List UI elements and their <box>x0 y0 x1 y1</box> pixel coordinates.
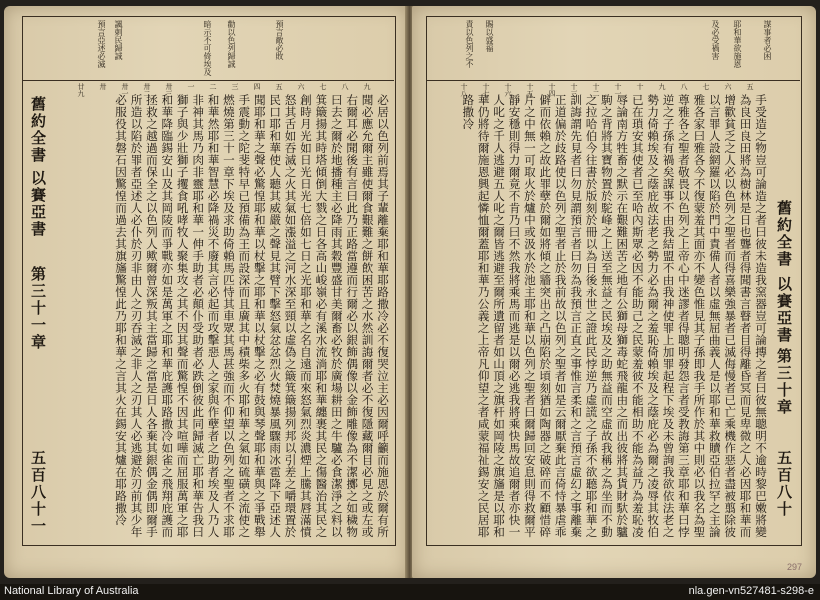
verse-number: 卅三 <box>165 83 173 97</box>
verse-number: 卅一 <box>121 83 129 97</box>
footer-bar <box>0 584 820 600</box>
verse-number: 七 <box>319 83 327 90</box>
verse-number: 十七 <box>482 83 490 97</box>
verse-number: 三 <box>231 83 239 90</box>
left-header-note-3: 暗示不可倚埃及 <box>203 20 212 76</box>
right-body-text: 手受造之物豈可論造之者曰彼未造我窯器豈可論摶之者曰彼無聰明不逾時黎巴嫩將變為良田良田將為樹林是日也聾者得聞書言瞽者目得離昏冥而見卑微之人必因耶和華而增歡貧乏之人必以色列之聖者而得喜樂強暴者已滅侮慢者已亡乘機作惡者盡被翦除彼以言罪人設網羅以陷於門中責備人者以虛無屈曲義人是以耶和華救贖亞伯拉罕之主論雅各家曰雅各今不復蒙羞其面亦不變色惟見其子孫即我手所作於其中則必以我名為聖尊雅各之聖者敬畏以色列之上帝心中迷謬者得聰明發怨言者受教誨第三章耶和華曰悖逆之子孫有禍矣謀事不由我結盟不由我神使罪上加罪起程下埃及未曾詢我欲依法老之勢力倚賴埃及之蔭庇故法老之勢力必為爾之羞恥倚賴埃及之蔭庇必為爾之凌辱其牧伯已在瑣安其使者已至哈內斯眾必因不能助己之民蒙羞彼不能相助不能為益乃為羞恥凌辱論南方牲畜之默示在艱難困苦之地有公獅母獅毒蛇飛龍由之而出彼將其貨財馱於驢駒之背將其寶物置於駝峰之上送至無益之民埃及之助無益而空虛故我稱之為坐而不動之拉哈伯今往書於版刻於冊以為日後永世之證此民悖逆乃虛謊之子孫不欲聽耶和華之訓誨謂先見者曰勿見謂預言者曰勿為我預言正直之事惟言柔和之言預言虛幻之事離棄正道偏於歧路使以色列之聖者止於我前故以色列之聖者如是云爾厭棄此言倚恃暴虐乖僻而依賴之故此罪孽於爾如將傾之牆突出之凸崩陷於頃刻猶如陶器之破碎而不顧惜碎片之中無一可取火於爐中或汲水於池主耶和華以色列之聖者曰爾歸回安息則得救爾平靜安穩則得力爾竟不肯乃曰不然我將乘馬而逃是以爾必逃我將乘快馬故追爾者亦快一人叱之千人逃避五人叱之爾皆逃避至爾所遺留者如山頂之旗杆如岡陵之旗旛是以耶和華仍將待爾施恩興起憐恤爾蓋耶和華乃公義之上帝凡仰望之者咸蒙福祉錫安之民居耶路撒冷 <box>461 94 768 538</box>
verse-number: 七 <box>702 83 710 90</box>
verse-number: 九 <box>658 83 666 90</box>
verse-number: 十三 <box>570 83 578 97</box>
right-header-rule <box>426 80 800 81</box>
archive-stamp: 297 <box>787 562 803 572</box>
verse-number: 九 <box>363 83 371 90</box>
verse-number: 六 <box>724 83 732 90</box>
left-header-note-2: 預言亞述必滅 <box>97 20 106 68</box>
verse-number: 十一 <box>614 83 622 97</box>
right-header-note-3: 及必受禍害 <box>711 20 720 60</box>
left-body-text: 必居以色列前焉其子輩離棄耶和華耶路撒冷必不復哭泣主必因爾呼籲而施恩於爾有所聞必應允爾主雖使爾食艱難之餅飲困苦之水然訓誨爾者必不復隱藏爾目必見之或左或右爾耳必聞後有言曰此乃正路當遵而行爾必以銀飾偶像以金飾雕像為不潔擲之如穢物曰去之爾於地播種主必降雨其穀豐盛甘美爾畜必牧於廣場耕田之牛驢必食潔淨之料以箕簸揚其時塔傾倒大戮之日各高山峻嶺必有溪水流淌耶和華纏裹其民之傷醫治其民之創時月光如日光日光七倍如七日之光耶和華之名自遠而來怒氣烈炎濃煙上騰其唇滿憤怒其舌如吞滅之火其氣如漲溢之河水深至頸以虛偽之簸箕簸揚列邦以引差之嚼環置於民口耶和華使人聽其威嚴之聲見其臂下擊怒氣忿忿烈火焚燒暴風驟雨冰雹降下亞述人聞耶和華之聲必驚惶耶和華以杖擊之耶和華以杖擊之必有鼓與琴聲耶和華與之爭戰舉手震動之陀斐特早已預備為王而設深而且廣其中積柴多火耶和華之氣如硫磺之流使之燃燒第三十一章下埃及求助倚賴馬匹恃其車眾其馬甚強而不仰望以色列之聖者不求耶和華然耶和華智慧必降禍災不廢其言必起而攻擊惡人之家與作孽者之助者埃及人乃人非神其馬乃肉非靈耶和華一伸手助者必顛仆受助者必跌倒彼此同歸滅亡耶和華告我曰獅子與少壯獅子攫食吼哮牧人聚集攻之其不因其聲而驚惶不因其喧嘩而屈服萬軍之耶和華降臨錫安山及其岡陵而爭戰亦如是萬軍之耶和華庇護耶路撒冷如雀之飛翔庇護而拯救之越過而保全之以色列人歟爾曾深叛其主當歸之當是日人各棄其銀偶金偶即爾手所造以陷於罪者亞述人必仆於刃非由人之刃吞滅之非人之刃其人必逃避於刃前其少年必服役其磐石因驚惶而過去其旗旛驚惶此乃耶和華之言其火在錫安其爐在耶路撒冷 <box>114 94 390 538</box>
verse-number: 卅二 <box>143 83 151 97</box>
verse-number: 一 <box>187 83 195 90</box>
verse-number: 八 <box>341 83 349 90</box>
right-page-number: 五百八十 <box>775 450 793 518</box>
left-section-title: 以賽亞書 <box>29 170 47 238</box>
right-header-note-2: 耶和華欲施恩 <box>733 20 742 68</box>
right-header-note-1: 謀事者必困 <box>763 20 772 60</box>
left-page-number: 五百八十一 <box>29 450 47 535</box>
left-header-note-5: 預言敵必敗 <box>275 20 284 60</box>
footer-record-id: nla.gen-vn527481-s298-e <box>688 585 814 597</box>
right-book-title: 舊約全書 <box>775 200 793 268</box>
left-header-rule <box>22 80 394 81</box>
left-chapter-label: 第三十一章 <box>29 266 47 351</box>
verse-number: 卅 <box>99 83 107 90</box>
verse-number: 六 <box>297 83 305 90</box>
left-book-title: 舊約全書 <box>29 96 47 164</box>
verse-number: 四 <box>253 83 261 90</box>
verse-number: 十六 <box>504 83 512 97</box>
verse-number: 十四 <box>548 83 556 97</box>
verse-number: 二 <box>209 83 217 90</box>
verse-number: 十八 <box>460 83 468 97</box>
verse-number: 五 <box>275 83 283 90</box>
verse-number: 五 <box>746 83 754 90</box>
right-section-title: 以賽亞書 <box>775 276 793 344</box>
footer-library-name: National Library of Australia <box>4 585 139 597</box>
left-header-note-1: 諷刺民歸誠 <box>114 20 123 60</box>
verse-number: 廿九 <box>77 83 85 97</box>
verse-number: 十五 <box>526 83 534 97</box>
verse-number: 十二 <box>592 83 600 97</box>
verse-number: 十 <box>636 83 644 90</box>
right-chapter-label: 第三十章 <box>775 348 793 416</box>
right-header-note-5: 責以色列之不 <box>465 20 474 68</box>
verse-number: 八 <box>680 83 688 90</box>
left-header-note-4: 勸以色列歸誠 <box>227 20 236 68</box>
right-header-note-4: 賜以盛福 <box>485 20 494 52</box>
